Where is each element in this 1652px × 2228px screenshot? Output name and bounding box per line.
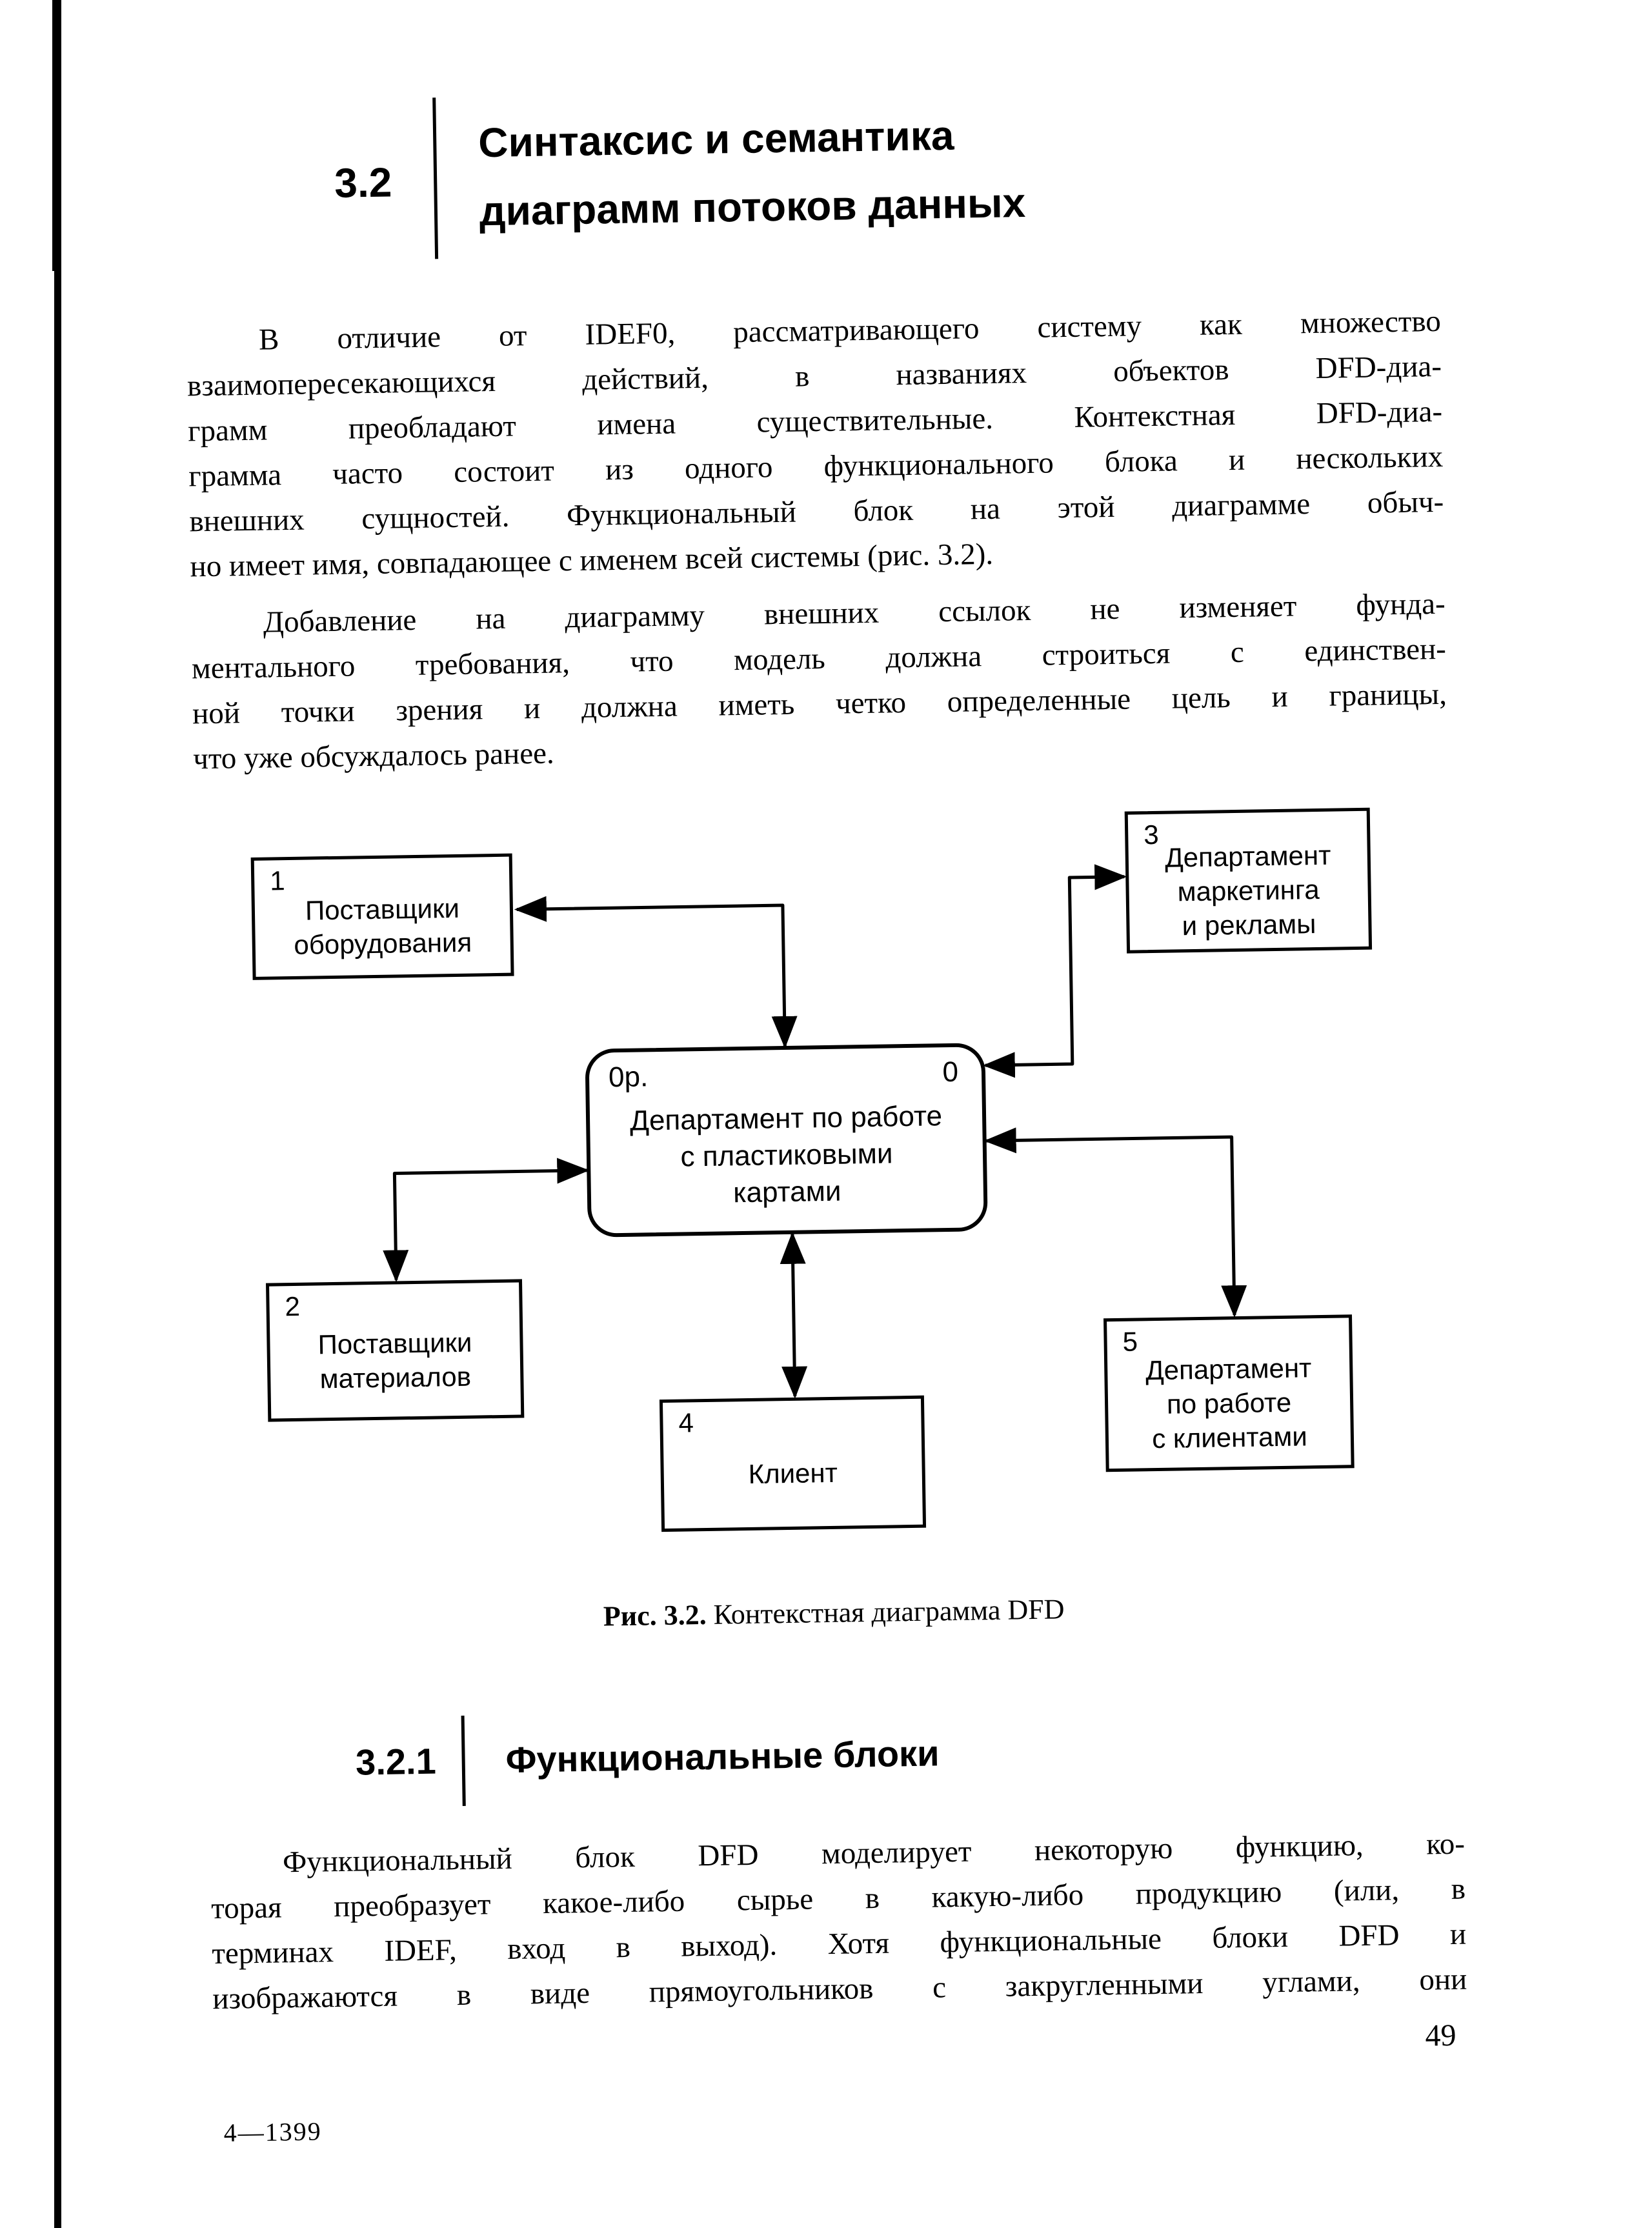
entity-label-line: Департамент: [1145, 1352, 1312, 1385]
process-corner-label-right: 0: [942, 1056, 959, 1089]
entity-number: 1: [269, 865, 285, 896]
text-line: ной точки зрения и должна иметь четко определенные цель и границы,: [192, 677, 1447, 731]
subsection-title: Функциональные блоки: [505, 1732, 940, 1780]
text-line: грамм преобладают имена существительные. Контекстная DFD-диа-: [187, 394, 1443, 448]
entity-label-line: маркетинга: [1177, 874, 1320, 907]
subsection-number: 3.2.1: [355, 1740, 437, 1783]
paragraph-2: [190, 581, 1447, 782]
section-header-rule: [432, 97, 438, 259]
figure-caption: [206, 1585, 1462, 1641]
paragraph-1: [186, 299, 1445, 589]
flow-central-to-marketing: [982, 877, 1127, 1065]
section-number: 3.2: [334, 159, 392, 206]
entity-label-line: по работе: [1166, 1387, 1292, 1420]
text-line: Добавление на диаграмму внешних ссылок не изменяет фунда-: [263, 587, 1446, 639]
text-line: Функциональный блок DFD моделирует некоторую функцию, ко-: [282, 1827, 1466, 1880]
text-line: взаимопересекающихся действий, в названиях объектов DFD-диа-: [186, 349, 1442, 403]
flow-central-to-client: [792, 1234, 795, 1396]
page-number: 49: [1425, 2018, 1456, 2053]
entity-number: 4: [678, 1407, 694, 1438]
entity-number: 3: [1143, 819, 1159, 850]
entity-number: 5: [1122, 1326, 1138, 1357]
entity-label-line: материалов: [319, 1361, 472, 1394]
section-title-line2: диаграмм потоков данных: [479, 179, 1026, 235]
flow-central-to-equipment-suppliers: [517, 905, 785, 1050]
text-line: терминах IDEF, вход в выход). Хотя функциональные блоки DFD и: [211, 1917, 1467, 1971]
text-line: торая преобразует какое-либо сырье в какую-либо продукцию (или, в: [210, 1872, 1466, 1926]
entity-label: [1107, 1318, 1351, 1469]
process-label-line: с пластиковыми: [680, 1137, 893, 1173]
text-line: грамма часто состоит из одного функционального блока и нескольких: [188, 439, 1444, 494]
text-line: но имеет имя, совпадающее с именем всей системы (рис. 3.2).: [190, 537, 994, 584]
entity-box-client-department: [1103, 1314, 1355, 1472]
entity-label: [1128, 811, 1369, 950]
text-line: изображаются в виде прямоугольников с закругленными углами, они: [212, 1962, 1467, 2016]
entity-label-line: Поставщики: [305, 892, 460, 926]
entity-box-suppliers-materials: [266, 1279, 524, 1421]
process-block-plastic-cards: [585, 1043, 988, 1238]
entity-number: 2: [285, 1290, 301, 1322]
entity-label-line: с клиентами: [1151, 1420, 1308, 1454]
figure-caption-label: Рис. 3.2.: [603, 1599, 707, 1632]
process-label-line: Департамент по работе: [629, 1099, 943, 1137]
process-corner-label-left: 0р.: [608, 1061, 649, 1094]
section-title-line1: Синтаксис и семантика: [478, 112, 954, 166]
entity-label-line: Департамент: [1164, 839, 1331, 873]
print-signature: 4—1399: [223, 2116, 323, 2147]
entity-box-suppliers-equipment: [251, 854, 514, 980]
text-line: В отличие от IDEF0, рассматривающего систему как множество: [258, 304, 1442, 357]
entity-label-line: Клиент: [748, 1457, 838, 1489]
entity-label-line: и рекламы: [1182, 908, 1316, 941]
entity-label: [254, 857, 511, 977]
flow-central-to-material-suppliers: [394, 1170, 589, 1280]
text-line: что уже обсуждалось ранее.: [192, 736, 555, 776]
entity-box-client: [660, 1396, 926, 1532]
process-label-line: картами: [732, 1175, 841, 1209]
text-line: внешних сущностей. Функциональный блок на этой диаграмме обыч-: [189, 485, 1444, 539]
entity-box-marketing-department: [1125, 808, 1372, 954]
entity-label-line: Поставщики: [317, 1327, 472, 1360]
section-title: [478, 100, 1026, 245]
entity-label-line: оборудования: [294, 927, 472, 960]
subsection-header-rule: [461, 1716, 466, 1806]
entity-label: [663, 1399, 923, 1529]
process-label: [589, 1047, 983, 1234]
figure-caption-text: Контекстная диаграмма DFD: [706, 1593, 1065, 1631]
entity-label: [269, 1283, 521, 1419]
paragraph-3: [210, 1822, 1467, 2022]
flow-central-to-client-department: [987, 1137, 1234, 1319]
text-line: ментального требования, что модель должна строиться с единствен-: [191, 632, 1447, 686]
